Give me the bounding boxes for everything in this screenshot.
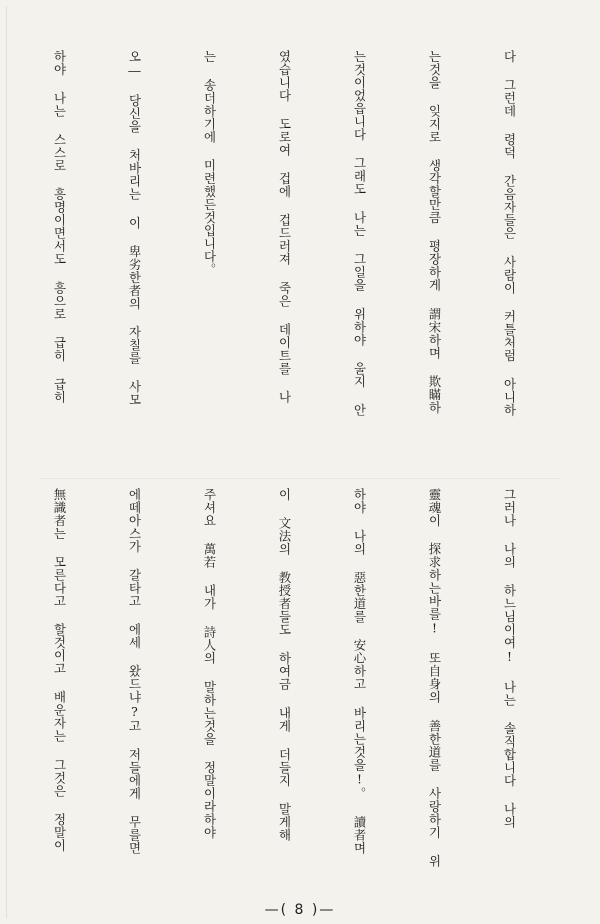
text-line: 에떼아스가 갈타고 에세 왔드냐?고 저들에게 무를면 — [127, 488, 142, 855]
page-number: —( 8 )— — [264, 902, 336, 918]
text-line: 다 그런데 령덕 간음자들은 사람이 커틀처럼 아니하 — [502, 50, 517, 417]
text-line: 그러나 나의 하느님이여! 나는 솔직합니다 나의 — [502, 488, 517, 829]
text-line: 無識者는 모른다고 할것이고 배운자는 그것은 정말이 — [52, 488, 67, 852]
text-line: 하야 나의 惡한道를 安心하고 바리는것을!。 讀者며 — [352, 488, 367, 855]
section-gap — [40, 478, 560, 479]
text-line: 이 文法의 教授者들도 하여금 내게 더들지 말게해 — [277, 488, 292, 842]
upper-text-block — [52, 50, 572, 470]
text-line: 는것을 잊지로 생각할만큼 평장하게 謂宋하며 欺瞞하 — [427, 50, 442, 414]
lower-text-block — [52, 488, 572, 900]
text-line: 는것이었읍니다 그래도 나는 그일을 위하야 울지 안 — [352, 50, 367, 417]
text-line: 靈魂이 探求하는바를! 또自身의 善한道를 사랑하기 위 — [427, 488, 442, 868]
text-line: 주셔요 萬若 내가 詩人의 말하는것을 정말이라하야 — [202, 488, 217, 839]
text-line: 오― 당신을 처바리는 이 卑劣한者의 자칠를 사모 — [127, 50, 142, 407]
text-line: 하야 나는 스스로 흥명이면서도 흥으로 급히 급히 — [52, 50, 67, 404]
text-line: 는 송더하기에 미련했든것입니다。 — [202, 50, 217, 277]
text-line: 였습니다 도로여 겁에 겁드러져 죽은 데이트를 나 — [277, 50, 292, 404]
